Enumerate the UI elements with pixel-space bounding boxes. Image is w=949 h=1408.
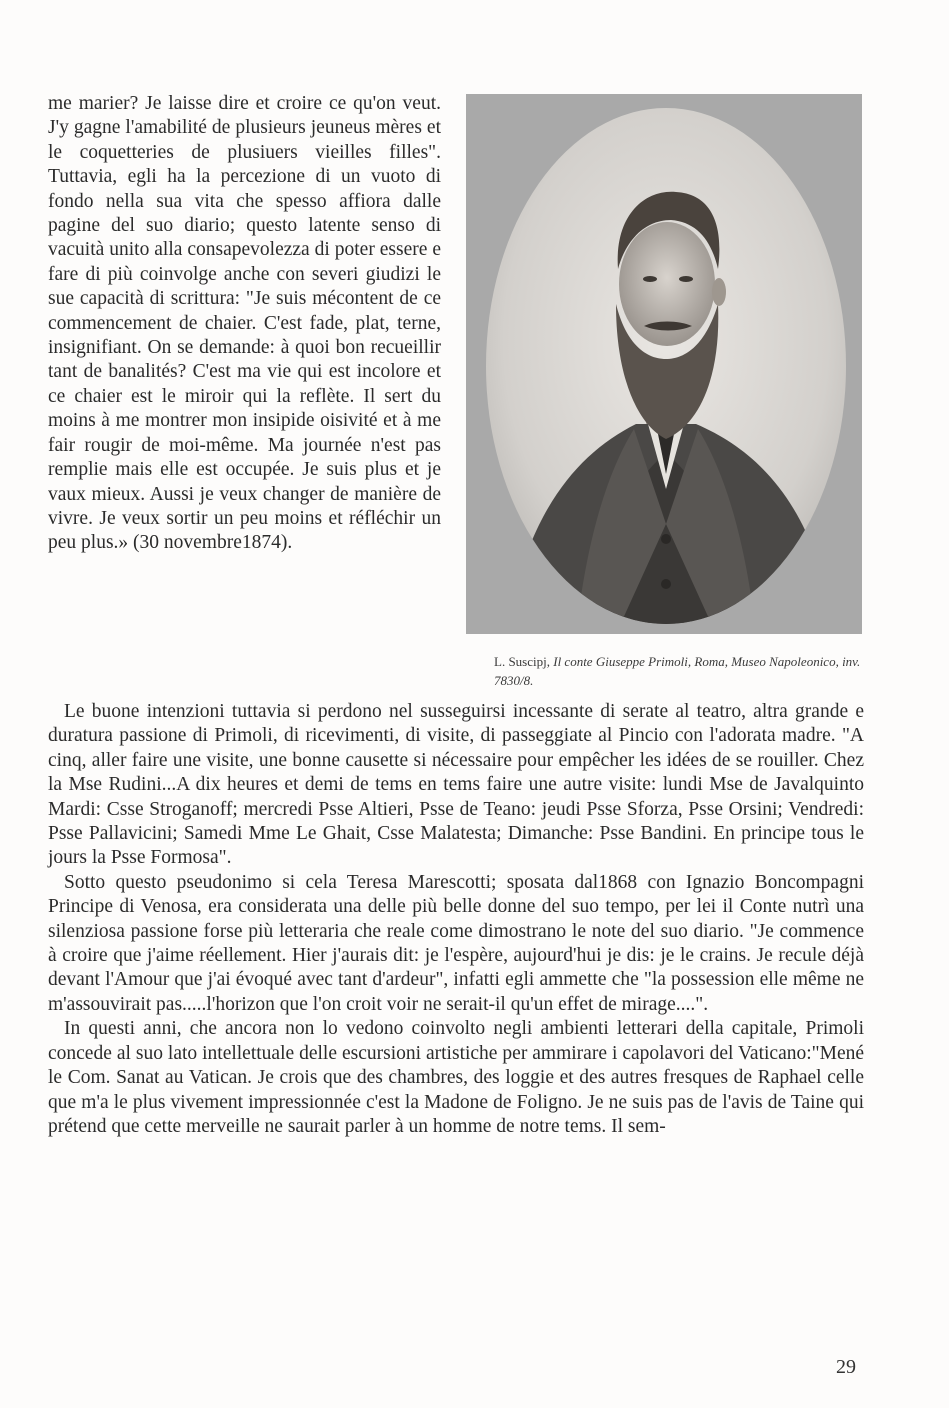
left-column-text (48, 92, 441, 556)
paragraph-continued: me marier? Je laisse dire et croire ce qu'on veut. J'y gagne l'amabilité de plusieurs jeuneus mères et le coquetteries de plusiuers vieilles filles". Tuttavia, egli ha la percezione di un vuoto di fondo nella sua vita che spesso affiora dalle pagine del suo diario; questo latente senso di vacuità unito alla consapevolezza di poter essere e fare di più coinvolge anche con severi giudizi le sue capacità di scrittura: "Je suis mécontent de ce commencement de chaier. C'est fade, plat, terne, insignifiant. On se demande: à quoi bon recueillir tant de banalités? C'est ma vie qui est incolore et ce chaier est le miroir qui la reflète. Il sert du moins à me montrer mon insipide oisivité et à me fair rougir de moi-même. Ma journée n'est pas remplie mais elle est occupée. Je suis plus et je vaux mieux. Aussi je veux changer de manière de vivre. Je veux sortir un peu moins et réfléchir un peu plus.» (30 novembre1874). (48, 93, 441, 554)
paragraph-2: Sotto questo pseudonimo si cela Teresa Marescotti; sposata dal1868 con Ignazio Boncompagni Principe di Venosa, era considerata una delle più belle donne del suo tempo, per lei il Conte nutrì una silenziosa passione forse più letteraria che reale come dimostrano le note del suo diario. "Je commence à croire que j'aime réellement. Hier j'aurais dit: je l'espère, aujourd'hui je dis: je le crains. Je recule déjà devant l'Amour que j'ai évoqué avec tant d'ardeur", infatti egli ammette che "la possession elle même ne m'assouvirait pas.....l'horizon que l'on croit voir ne serait-il qu'un effet de mirage....". (48, 871, 864, 1015)
caption-title: Il conte Giuseppe Primoli, Roma, Museo Napoleonico, inv. 7830/8. (494, 654, 861, 688)
paragraph-3: In questi anni, che ancora non lo vedono coinvolto negli ambienti letterari della capitale, Primoli concede al suo lato intellettuale delle escursioni artistiche per ammirare i capolavori del Vaticano:"Mené le Com. Sanat au Vatican. Je crois que des chambres, des loggie et des autres fresques de Raphael celle que m'a le plus vivement impressionnée c'est la Madone de Foligno. Je ne suis pas de l'avis de Taine qui prétend que cette merveille ne saurait parler à un homme de notre tems. Il sem- (48, 1018, 864, 1137)
main-text-column (48, 700, 864, 1139)
caption-author: L. Suscipj, (494, 654, 554, 669)
photo-caption (494, 652, 874, 690)
paragraph-1: Le buone intenzioni tuttavia si perdono nel susseguirsi incessante di serate al teatro, altra grande e duratura passione di Primoli, di ricevimenti, di visite, di passeggiate al Pincio con l'adorata madre. "A cinq, aller faire une visite, une bonne causette si nécessaire pour empêcher les idées de se rouiller. Chez la Mse Rudini...A dix heures et demi de tems en tems faire une autre visite: lundi Mse de Javalquinto Mardi: Csse Stroganoff; mercredi Psse Altieri, Psse de Teano: jeudi Psse Sforza, Psse Orsini; Vendredi: Psse Pallavicini; Samedi Mme Le Ghait, Csse Malatesta; Dimanche: Psse Bandini. En principe tous le jours la Psse Formosa". (48, 701, 864, 869)
portrait-photograph (466, 94, 862, 634)
page-number: 29 (836, 1356, 856, 1378)
portrait-image (466, 94, 862, 634)
